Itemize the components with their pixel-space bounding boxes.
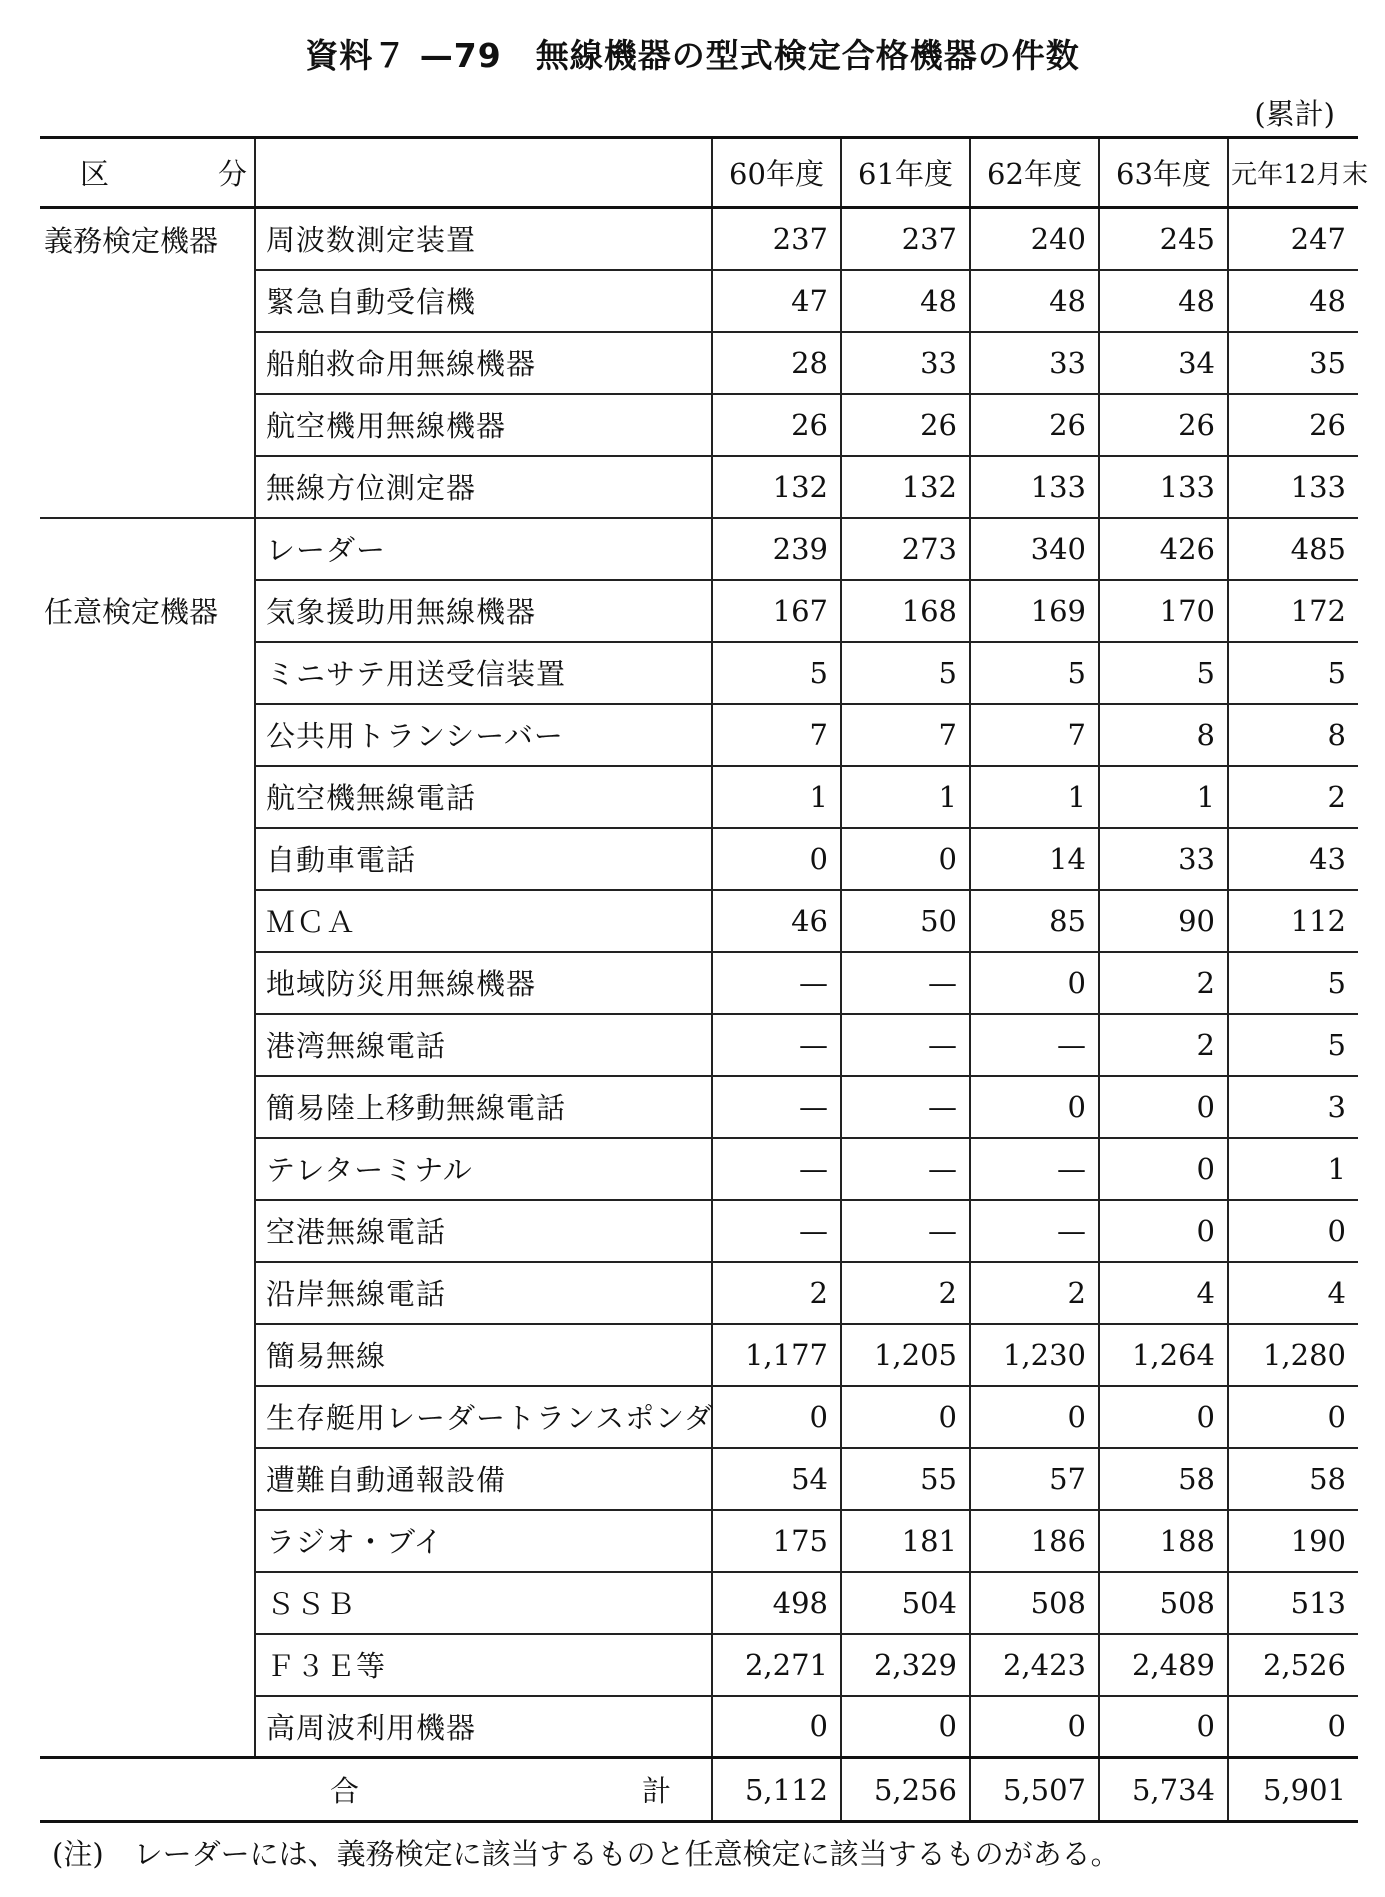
- row-value: 175: [712, 1510, 841, 1572]
- table-row: [40, 1386, 1358, 1448]
- document-title: 資料７ —79 無線機器の型式検定合格機器の件数: [305, 36, 1080, 75]
- row-item-name: ＳＳＢ: [255, 1572, 712, 1634]
- row-value: 26: [1228, 394, 1358, 456]
- table-row: [40, 1572, 1358, 1634]
- row-value: 46: [712, 890, 841, 952]
- row-item-name: ラジオ・ブイ: [255, 1510, 712, 1572]
- row-category: [40, 1076, 255, 1138]
- row-value: 34: [1099, 332, 1228, 394]
- row-category: [40, 1696, 255, 1758]
- row-value: 504: [841, 1572, 970, 1634]
- row-value: 1: [712, 766, 841, 828]
- row-value: —: [970, 1014, 1099, 1076]
- row-value: 181: [841, 1510, 970, 1572]
- row-value: —: [712, 952, 841, 1014]
- row-category: [40, 1138, 255, 1200]
- row-category: [40, 1200, 255, 1262]
- row-value: 2: [712, 1262, 841, 1324]
- table-row: [40, 394, 1358, 456]
- row-value: 0: [712, 828, 841, 890]
- inspection-table: [40, 136, 1369, 1823]
- table-row: [40, 518, 1358, 580]
- total-cell: 5,112: [712, 1758, 841, 1822]
- row-value: 33: [970, 332, 1099, 394]
- row-value: 245: [1099, 208, 1228, 270]
- row-value: 112: [1228, 890, 1358, 952]
- row-category: [40, 828, 255, 890]
- row-value: 26: [712, 394, 841, 456]
- row-item-name: 空港無線電話: [255, 1200, 712, 1262]
- table-row: [40, 704, 1358, 766]
- row-value: 167: [712, 580, 841, 642]
- row-value: 485: [1228, 518, 1358, 580]
- row-category: [40, 1386, 255, 1448]
- table-row: [40, 580, 1358, 642]
- row-value: —: [841, 952, 970, 1014]
- row-category: [40, 766, 255, 828]
- row-value: 0: [1228, 1200, 1358, 1262]
- table-row: [40, 1510, 1358, 1572]
- row-value: 48: [841, 270, 970, 332]
- row-value: —: [970, 1200, 1099, 1262]
- table-row: [40, 456, 1358, 518]
- row-value: 5: [1228, 952, 1358, 1014]
- row-value: 35: [1228, 332, 1358, 394]
- total-cell: 5,901: [1228, 1758, 1358, 1822]
- row-value: 48: [1228, 270, 1358, 332]
- row-value: 2,329: [841, 1634, 970, 1696]
- row-category: [40, 1262, 255, 1324]
- row-value: 5: [841, 642, 970, 704]
- row-category: [40, 890, 255, 952]
- table-row: [40, 270, 1358, 332]
- header-category: 区 分: [40, 138, 255, 208]
- table-row: [40, 1014, 1358, 1076]
- row-category: [40, 518, 255, 580]
- row-item-name: ＭＣＡ: [255, 890, 712, 952]
- table-body: [40, 208, 1358, 1758]
- row-category: [40, 1014, 255, 1076]
- row-item-name: 公共用トランシーバー: [255, 704, 712, 766]
- row-item-name: 簡易無線: [255, 1324, 712, 1386]
- row-value: 0: [1099, 1386, 1228, 1448]
- row-category: [40, 704, 255, 766]
- unit-note: (累計): [1254, 97, 1335, 131]
- row-value: 132: [841, 456, 970, 518]
- row-value: 0: [970, 1076, 1099, 1138]
- row-value: 54: [712, 1448, 841, 1510]
- row-value: —: [841, 1014, 970, 1076]
- header-year: 62年度: [970, 138, 1099, 208]
- row-value: 7: [970, 704, 1099, 766]
- total-cell: 5,256: [841, 1758, 970, 1822]
- row-category: [40, 270, 255, 332]
- row-value: 2,489: [1099, 1634, 1228, 1696]
- row-value: —: [841, 1138, 970, 1200]
- row-value: 48: [970, 270, 1099, 332]
- row-value: 1,264: [1099, 1324, 1228, 1386]
- row-category: [40, 1510, 255, 1572]
- row-value: 247: [1228, 208, 1358, 270]
- row-value: 1,280: [1228, 1324, 1358, 1386]
- row-value: —: [841, 1200, 970, 1262]
- row-value: 190: [1228, 1510, 1358, 1572]
- row-value: 340: [970, 518, 1099, 580]
- total-label-right: 計: [641, 1774, 671, 1808]
- row-value: 237: [712, 208, 841, 270]
- row-value: 43: [1228, 828, 1358, 890]
- row-category: [40, 952, 255, 1014]
- row-value: 57: [970, 1448, 1099, 1510]
- table-row: [40, 642, 1358, 704]
- row-item-name: 港湾無線電話: [255, 1014, 712, 1076]
- table-row: [40, 332, 1358, 394]
- row-value: 7: [712, 704, 841, 766]
- row-value: 0: [970, 1696, 1099, 1758]
- row-value: 2: [1099, 952, 1228, 1014]
- row-value: 1,177: [712, 1324, 841, 1386]
- row-value: —: [712, 1138, 841, 1200]
- row-item-name: 簡易陸上移動無線電話: [255, 1076, 712, 1138]
- total-label: [40, 1758, 712, 1822]
- row-value: 48: [1099, 270, 1228, 332]
- total-label-left: 合: [330, 1774, 360, 1808]
- row-item-name: 地域防災用無線機器: [255, 952, 712, 1014]
- row-value: 2: [970, 1262, 1099, 1324]
- row-value: 0: [1099, 1696, 1228, 1758]
- row-value: 33: [841, 332, 970, 394]
- row-category: [40, 456, 255, 518]
- total-cell: 5,507: [970, 1758, 1099, 1822]
- row-value: 26: [841, 394, 970, 456]
- footnote-text: レーダーには、義務検定に該当するものと任意検定に該当するものがある。: [133, 1837, 1120, 1871]
- table-row: [40, 952, 1358, 1014]
- row-value: 498: [712, 1572, 841, 1634]
- row-value: 0: [1099, 1076, 1228, 1138]
- row-value: —: [712, 1014, 841, 1076]
- header-year: 61年度: [841, 138, 970, 208]
- row-value: 2,271: [712, 1634, 841, 1696]
- row-value: 2: [841, 1262, 970, 1324]
- row-item-name: 生存艇用レーダートランスポンダ: [255, 1386, 712, 1448]
- row-category: [40, 1572, 255, 1634]
- row-value: 169: [970, 580, 1099, 642]
- row-value: 2,423: [970, 1634, 1099, 1696]
- row-value: 3: [1228, 1076, 1358, 1138]
- table-footer: [40, 1758, 1358, 1822]
- row-value: 186: [970, 1510, 1099, 1572]
- table-row: [40, 1324, 1358, 1386]
- row-value: 133: [1228, 456, 1358, 518]
- table-row: [40, 1448, 1358, 1510]
- table-row: [40, 766, 1358, 828]
- row-value: 0: [841, 1696, 970, 1758]
- total-cell: 5,734: [1099, 1758, 1228, 1822]
- row-value: 1: [1228, 1138, 1358, 1200]
- row-value: 188: [1099, 1510, 1228, 1572]
- row-item-name: レーダー: [255, 518, 712, 580]
- row-value: —: [970, 1138, 1099, 1200]
- row-value: —: [712, 1076, 841, 1138]
- row-item-name: テレターミナル: [255, 1138, 712, 1200]
- row-value: 513: [1228, 1572, 1358, 1634]
- row-category: [40, 642, 255, 704]
- row-value: 8: [1228, 704, 1358, 766]
- row-value: 5: [970, 642, 1099, 704]
- row-value: —: [712, 1200, 841, 1262]
- header-year: 63年度: [1099, 138, 1228, 208]
- row-value: 426: [1099, 518, 1228, 580]
- row-item-name: 船舶救命用無線機器: [255, 332, 712, 394]
- row-value: 58: [1099, 1448, 1228, 1510]
- row-category: [40, 394, 255, 456]
- row-item-name: 航空機用無線機器: [255, 394, 712, 456]
- row-value: 133: [1099, 456, 1228, 518]
- row-value: 0: [1099, 1200, 1228, 1262]
- row-value: 4: [1228, 1262, 1358, 1324]
- table-row: [40, 208, 1358, 270]
- table-header: [40, 138, 1369, 208]
- row-value: 508: [1099, 1572, 1228, 1634]
- table-row: [40, 1634, 1358, 1696]
- row-value: 90: [1099, 890, 1228, 952]
- row-item-name: 自動車電話: [255, 828, 712, 890]
- row-value: 5: [1228, 642, 1358, 704]
- row-value: 58: [1228, 1448, 1358, 1510]
- row-value: 170: [1099, 580, 1228, 642]
- row-value: 2: [1099, 1014, 1228, 1076]
- header-year: 元年12月末: [1228, 138, 1358, 208]
- row-value: 50: [841, 890, 970, 952]
- row-value: 33: [1099, 828, 1228, 890]
- row-item-name: Ｆ３Ｅ等: [255, 1634, 712, 1696]
- row-value: 26: [970, 394, 1099, 456]
- row-item-name: 遭難自動通報設備: [255, 1448, 712, 1510]
- row-value: 7: [841, 704, 970, 766]
- row-value: 168: [841, 580, 970, 642]
- row-value: —: [841, 1076, 970, 1138]
- table-row: [40, 1076, 1358, 1138]
- row-value: 14: [970, 828, 1099, 890]
- row-value: 47: [712, 270, 841, 332]
- row-value: 2,526: [1228, 1634, 1358, 1696]
- table-row: [40, 1200, 1358, 1262]
- row-value: 8: [1099, 704, 1228, 766]
- row-category: 任意検定機器: [40, 580, 255, 642]
- row-category: [40, 1324, 255, 1386]
- row-value: 0: [841, 1386, 970, 1448]
- row-category: [40, 332, 255, 394]
- row-value: 2: [1228, 766, 1358, 828]
- row-item-name: 緊急自動受信機: [255, 270, 712, 332]
- total-row: [40, 1758, 1358, 1822]
- row-value: 28: [712, 332, 841, 394]
- row-value: 5: [712, 642, 841, 704]
- row-value: 0: [970, 1386, 1099, 1448]
- row-value: 172: [1228, 580, 1358, 642]
- row-value: 26: [1099, 394, 1228, 456]
- row-value: 237: [841, 208, 970, 270]
- row-value: 1,205: [841, 1324, 970, 1386]
- row-value: 0: [1099, 1138, 1228, 1200]
- row-item-name: ミニサテ用送受信装置: [255, 642, 712, 704]
- row-value: 1: [1099, 766, 1228, 828]
- row-value: 1: [970, 766, 1099, 828]
- row-value: 1: [841, 766, 970, 828]
- row-value: 5: [1099, 642, 1228, 704]
- footnote: [52, 1832, 1120, 1873]
- row-value: 0: [1228, 1386, 1358, 1448]
- row-value: 5: [1228, 1014, 1358, 1076]
- row-value: 508: [970, 1572, 1099, 1634]
- row-category: [40, 1448, 255, 1510]
- header-item: [255, 138, 712, 208]
- row-value: 55: [841, 1448, 970, 1510]
- row-category: [40, 1634, 255, 1696]
- footnote-mark: (注): [52, 1837, 104, 1871]
- row-item-name: 高周波利用機器: [255, 1696, 712, 1758]
- row-value: 1,230: [970, 1324, 1099, 1386]
- row-value: 0: [712, 1696, 841, 1758]
- row-item-name: 航空機無線電話: [255, 766, 712, 828]
- row-value: 239: [712, 518, 841, 580]
- row-item-name: 周波数測定装置: [255, 208, 712, 270]
- row-value: 4: [1099, 1262, 1228, 1324]
- row-item-name: 気象援助用無線機器: [255, 580, 712, 642]
- row-value: 240: [970, 208, 1099, 270]
- row-value: 132: [712, 456, 841, 518]
- table-row: [40, 1696, 1358, 1758]
- row-item-name: 無線方位測定器: [255, 456, 712, 518]
- row-value: 133: [970, 456, 1099, 518]
- row-category: 義務検定機器: [40, 208, 255, 270]
- row-value: 85: [970, 890, 1099, 952]
- row-value: 0: [712, 1386, 841, 1448]
- header-year: 60年度: [712, 138, 841, 208]
- row-value: 0: [970, 952, 1099, 1014]
- row-value: 273: [841, 518, 970, 580]
- row-value: 0: [841, 828, 970, 890]
- row-value: 0: [1228, 1696, 1358, 1758]
- table-row: [40, 890, 1358, 952]
- table-row: [40, 1138, 1358, 1200]
- row-item-name: 沿岸無線電話: [255, 1262, 712, 1324]
- table-row: [40, 1262, 1358, 1324]
- table-row: [40, 828, 1358, 890]
